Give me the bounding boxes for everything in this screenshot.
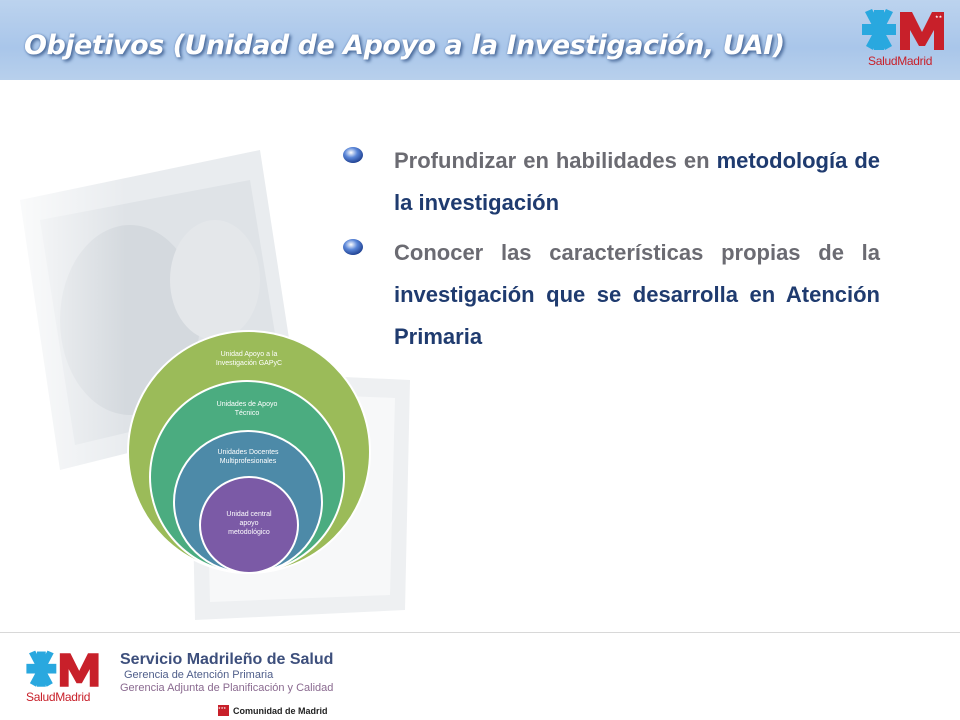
- bullet-highlight-text: investigación que se desarrolla en Atención Primaria: [394, 282, 880, 349]
- list-item: [340, 140, 880, 224]
- footer-salud-madrid-logo: [24, 648, 108, 694]
- nested-units-diagram: [127, 330, 371, 574]
- ring-central: [199, 476, 299, 574]
- bullet-plain-text: Conocer las características propias de la: [394, 240, 880, 265]
- ring-label: Unidad central apoyo metodológico: [226, 511, 272, 536]
- ring-label: Unidad Apoyo a la Investigación GAPyC: [215, 351, 283, 367]
- slide-title: Objetivos (Unidad de Apoyo a la Investigación, UAI): [24, 30, 785, 61]
- bullet-plain-text: Profundizar en habilidades en: [394, 148, 717, 173]
- bullet-orb-icon: [342, 146, 364, 164]
- org-name: Servicio Madrileño de Salud: [120, 651, 334, 668]
- bullet-text: [394, 232, 880, 358]
- madrid-flag-icon: [218, 705, 229, 716]
- ring-label: Unidades de Apoyo Técnico: [216, 401, 278, 417]
- organization-block: [120, 651, 333, 695]
- bullet-highlight-text: metodología de la investigación: [394, 148, 880, 215]
- header-logo-text: SaludMadrid: [868, 54, 933, 68]
- org-line-2: Gerencia Adjunta de Planificación y Calidad: [120, 682, 334, 694]
- bullet-text: [394, 140, 880, 224]
- org-line-1: Gerencia de Atención Primaria: [124, 669, 274, 681]
- footer-logo-text: SaludMadrid: [26, 690, 91, 704]
- objectives-list: [340, 140, 880, 366]
- ring-label: Unidades Docentes Multiprofesionales: [217, 449, 279, 465]
- comunidad-logo: [218, 705, 328, 716]
- header-bar: [0, 0, 960, 80]
- bullet-orb-icon: [342, 238, 364, 256]
- svg-text:★★: ★★: [935, 14, 943, 19]
- comunidad-label: Comunidad de Madrid: [233, 705, 328, 716]
- footer-divider: [0, 632, 960, 633]
- list-item: [340, 232, 880, 358]
